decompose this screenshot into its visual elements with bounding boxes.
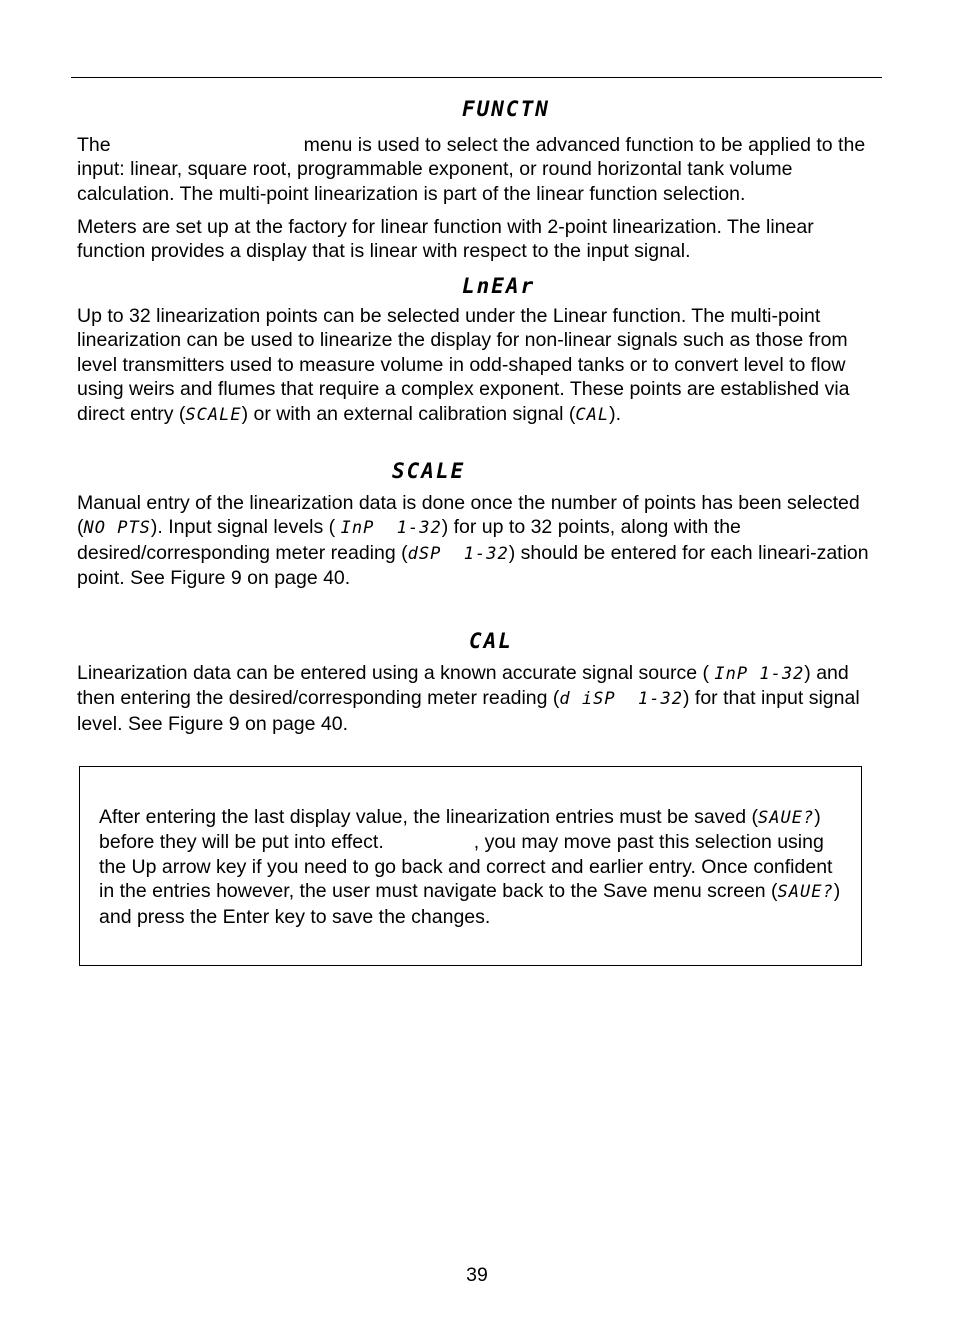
cal-paragraph bbox=[77, 661, 887, 736]
intro-text-start: The bbox=[77, 134, 111, 156]
cal-text-2: ) and then entering the desired/corresponding meter reading ( bbox=[77, 662, 849, 710]
intro-paragraph-1 bbox=[77, 133, 887, 206]
save-display-code-2: SAUE? bbox=[777, 882, 834, 903]
page-number: 39 bbox=[466, 1264, 488, 1286]
note-text-2: ) before they will be put into effect. bbox=[99, 806, 821, 854]
disp-display-code: d iSP 1-32 bbox=[559, 689, 683, 710]
note-text-3: , you may move past this selection using the Up arrow key if you need to go back and correct and earlier entry. Once confident in the entries however, the user must navigate back to the Save menu screen ( bbox=[99, 831, 833, 903]
dsp-display-code: dSP 1-32 bbox=[407, 543, 509, 564]
scale-paragraph bbox=[77, 491, 887, 591]
inp-display-code-cal: InP 1-32 bbox=[714, 664, 805, 684]
note-box bbox=[79, 766, 862, 966]
cal-display-code: CAL bbox=[575, 404, 610, 425]
heading-linear: LnEAr bbox=[462, 274, 536, 298]
cal-text-1: Linearization data can be entered using a known accurate signal source ( bbox=[77, 662, 715, 684]
scale-text-3: ) for up to 32 points, along with the desired/corresponding meter reading ( bbox=[77, 516, 741, 564]
scale-text-4: ) should be entered for each lineari-zation point. See Figure 9 on page 40. bbox=[77, 541, 869, 590]
scale-text-2: ). Input signal levels ( bbox=[150, 516, 341, 539]
save-display-code: SAUE? bbox=[758, 808, 815, 828]
note-paragraph bbox=[99, 805, 849, 929]
cal-text-3: ) for that input signal level. See Figure 9 on page 40. bbox=[77, 687, 860, 735]
scale-text-1: Manual entry of the linearization data is done once the number of points has been selected ( bbox=[77, 492, 860, 539]
heading-scale: SCALE bbox=[392, 459, 466, 483]
intro-paragraph-2: Meters are set up at the factory for linear function with 2-point linearization. The linear function provides a display that is linear with respect to the input signal. bbox=[77, 216, 814, 263]
heading-cal: CAL bbox=[469, 629, 513, 653]
heading-function: FUNCTN bbox=[462, 97, 550, 121]
note-text-4: ) and press the Enter key to save the changes. bbox=[99, 880, 841, 928]
linear-text-3: ). bbox=[609, 402, 622, 425]
note-text-1: After entering the last display value, the linearization entries must be saved ( bbox=[99, 806, 759, 828]
header-rule bbox=[71, 77, 882, 78]
scale-display-code: SCALE bbox=[185, 404, 242, 425]
no-pts-display-code: NO PTS bbox=[83, 518, 151, 539]
linear-text-1: Up to 32 linearization points can be selected under the Linear function. The multi-point linearization can be used to linearize the display for non-linear signals such as those from level transmitters used to measure volume in odd-shaped tanks or to convert level to flow using weirs and flumes that require a complex exponent. These points are established via direct entry ( bbox=[77, 305, 850, 425]
intro-text-rest: menu is used to select the advanced function to be applied to the input: linear, square root, programmable exponent, or round horizontal tank volume calculation. The multi-point linearization is part of the linear function selection. bbox=[77, 134, 866, 205]
linear-text-2: ) or with an external calibration signal ( bbox=[241, 402, 576, 425]
inp-display-code: InP 1-32 bbox=[340, 518, 442, 539]
linear-paragraph bbox=[77, 304, 887, 427]
